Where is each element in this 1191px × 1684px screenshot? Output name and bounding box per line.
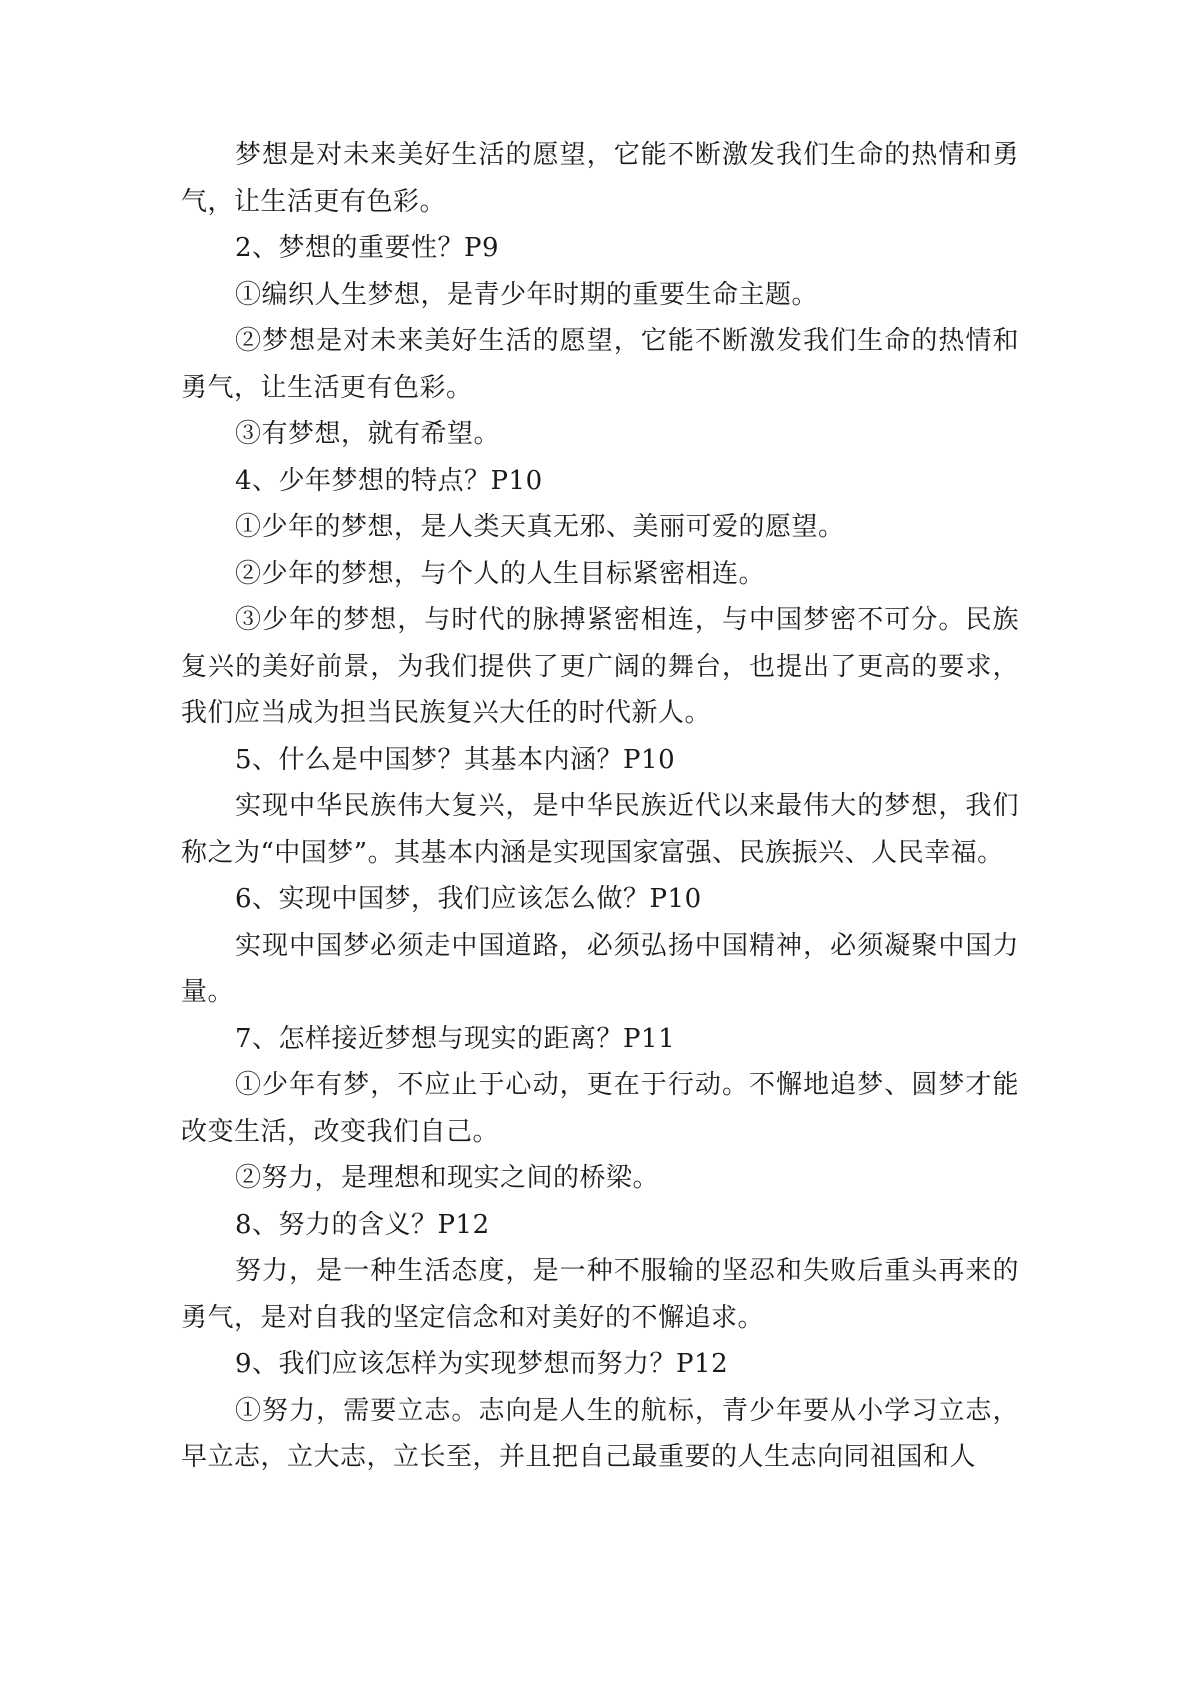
question-heading: 9、我们应该怎样为实现梦想而努力？P12: [235, 1349, 729, 1379]
question-heading: 8、努力的含义？P12: [235, 1209, 490, 1240]
question-heading: 5、什么是中国梦？其基本内涵？P10: [235, 744, 676, 775]
question-heading: 2、梦想的重要性？P9: [235, 233, 500, 263]
paragraph: ①努力，需要立志。志向是人生的航标，青少年要从小学习立志，早立志，立大志，立长至，并且把自己最重要的人生志向同祖国和人: [181, 1395, 1019, 1472]
question-heading: 6、实现中国梦，我们应该怎么做？P10: [235, 884, 702, 914]
paragraph: 实现中国梦必须走中国道路，必须弘扬中国精神，必须凝聚中国力量。: [181, 930, 1019, 1007]
paragraph: ③少年的梦想，与时代的脉搏紧密相连，与中国梦密不可分。民族复兴的美好前景，为我们提供了更广阔的舞台，也提出了更高的要求，我们应当成为担当民族复兴大任的时代新人。: [181, 605, 1019, 728]
paragraph: 努力，是一种生活态度，是一种不服输的坚忍和失败后重头再来的勇气，是对自我的坚定信念和对美好的不懈追求。: [181, 1256, 1019, 1333]
question-heading: 7、怎样接近梦想与现实的距离？P11: [235, 1023, 676, 1054]
question-heading: 4、少年梦想的特点？P10: [235, 465, 543, 496]
paragraph: ③有梦想，就有希望。: [235, 419, 501, 449]
paragraph: ①少年有梦，不应止于心动，更在于行动。不懈地追梦、圆梦才能改变生活，改变我们自己。: [181, 1070, 1019, 1147]
paragraph: ②努力，是理想和现实之间的桥梁。: [235, 1163, 660, 1193]
paragraph: 实现中华民族伟大复兴，是中华民族近代以来最伟大的梦想，我们称之为“中国梦”。其基本内涵是实现国家富强、民族振兴、人民幸福。: [181, 791, 1019, 868]
paragraph: ②少年的梦想，与个人的人生目标紧密相连。: [235, 558, 766, 589]
paragraph: 梦想是对未来美好生活的愿望，它能不断激发我们生命的热情和勇气，让生活更有色彩。: [181, 140, 1019, 217]
paragraph: ①编织人生梦想，是青少年时期的重要生命主题。: [235, 279, 819, 310]
paragraph: ②梦想是对未来美好生活的愿望，它能不断激发我们生命的热情和勇气，让生活更有色彩。: [181, 326, 1019, 403]
paragraph: ①少年的梦想，是人类天真无邪、美丽可爱的愿望。: [235, 512, 845, 542]
document-page: [181, 132, 1019, 1481]
